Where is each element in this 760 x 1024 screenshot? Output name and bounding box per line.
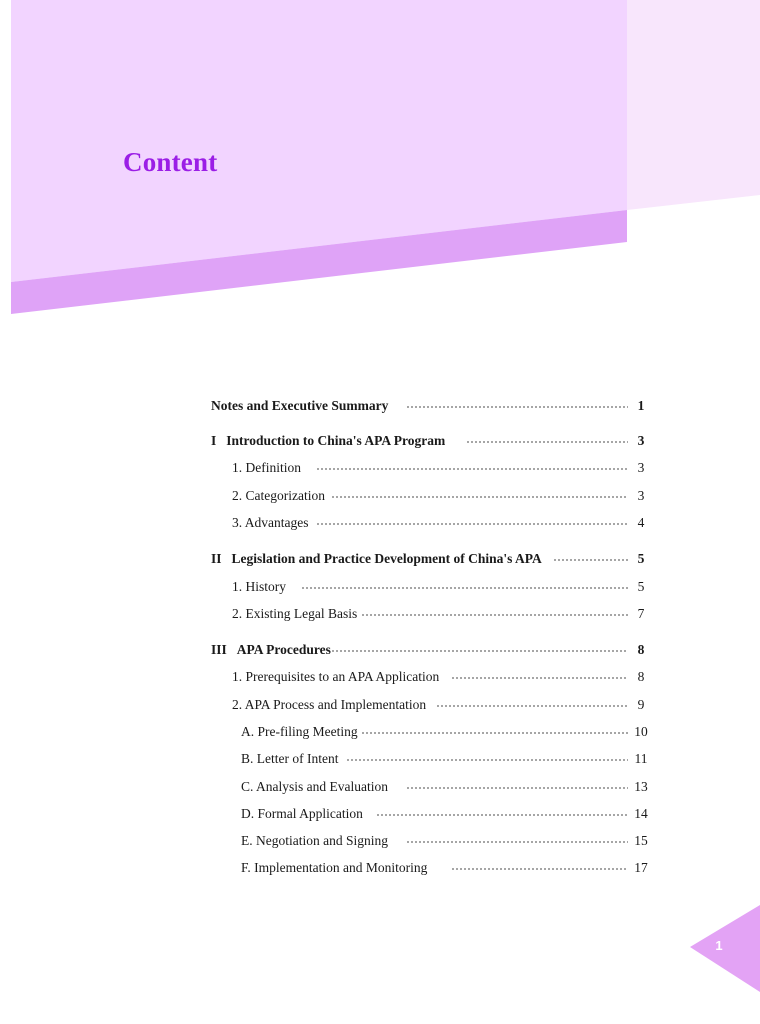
- toc-dot-leader: [301, 587, 628, 589]
- toc-entry-title: C. Analysis and Evaluation: [241, 779, 388, 794]
- toc-dot-leader: [451, 868, 628, 870]
- toc-dot-leader: [361, 732, 628, 734]
- toc-entry-label: [241, 777, 388, 797]
- toc-entry[interactable]: [0, 577, 760, 597]
- toc-entry-title: A. Pre-filing Meeting: [241, 724, 358, 739]
- toc-page-number: 13: [634, 779, 648, 794]
- toc-entry[interactable]: [0, 804, 760, 824]
- toc-page-number: 7: [637, 606, 645, 621]
- toc-page-number: 5: [637, 551, 645, 566]
- toc-entry-label: [232, 458, 301, 478]
- toc-page-number: 1: [637, 398, 645, 413]
- toc-entry-label: [241, 722, 358, 742]
- toc-entry-title: 1. History: [232, 579, 286, 594]
- toc-entry[interactable]: [0, 458, 760, 478]
- page-number: 1: [715, 938, 723, 953]
- toc-dot-leader: [406, 787, 628, 789]
- toc-entry[interactable]: [0, 549, 760, 569]
- toc-entry-title: 3. Advantages: [232, 515, 309, 530]
- toc-entry[interactable]: [0, 431, 760, 451]
- toc-dot-leader: [316, 468, 628, 470]
- toc-dot-leader: [331, 496, 628, 498]
- toc-page-number: 3: [637, 433, 645, 448]
- toc-page-number: 3: [637, 460, 645, 475]
- toc-entry-title: D. Formal Application: [241, 806, 363, 821]
- toc-page-number: 11: [634, 751, 648, 766]
- toc-entry[interactable]: [0, 513, 760, 533]
- toc-dot-leader: [346, 759, 628, 761]
- page-title: Content: [123, 147, 218, 177]
- toc-entry[interactable]: [0, 604, 760, 624]
- toc-section-number: I: [211, 433, 217, 448]
- toc-entry-label: [232, 604, 357, 624]
- toc-dot-leader: [406, 406, 628, 408]
- toc-dot-leader: [406, 841, 628, 843]
- toc-section-number: II: [211, 551, 222, 566]
- toc-entry-title: E. Negotiation and Signing: [241, 833, 388, 848]
- toc-entry-label: [241, 804, 363, 824]
- toc-dot-leader: [451, 677, 628, 679]
- toc-entry[interactable]: [0, 749, 760, 769]
- toc-entry[interactable]: [0, 858, 760, 878]
- toc-entry-title: APA Procedures: [236, 642, 331, 657]
- toc-entry-title: Notes and Executive Summary: [211, 398, 389, 413]
- toc-entry-title: 2. Categorization: [232, 488, 325, 503]
- toc-page-number: 14: [634, 806, 648, 821]
- toc-entry-label: [211, 431, 445, 451]
- toc-entry-title: Legislation and Practice Development of China's APA: [231, 551, 542, 566]
- toc-entry-label: [211, 549, 542, 569]
- toc-entry-label: [232, 577, 286, 597]
- toc-page-number: 8: [637, 669, 645, 684]
- toc-section-number: III: [211, 642, 227, 657]
- toc-entry-label: [241, 858, 427, 878]
- toc-entry[interactable]: [0, 695, 760, 715]
- toc-entry-title: F. Implementation and Monitoring: [241, 860, 428, 875]
- toc-page-number: 9: [637, 697, 645, 712]
- toc-entry-title: B. Letter of Intent: [241, 751, 339, 766]
- toc-entry[interactable]: [0, 831, 760, 851]
- toc-dot-leader: [376, 814, 628, 816]
- toc-dot-leader: [436, 705, 628, 707]
- toc-page-number: 5: [637, 579, 645, 594]
- toc-entry-label: [241, 749, 338, 769]
- toc-entry[interactable]: [0, 486, 760, 506]
- toc-entry-label: [232, 486, 325, 506]
- toc-entry[interactable]: [0, 396, 760, 416]
- toc-entry[interactable]: [0, 667, 760, 687]
- toc-entry[interactable]: [0, 722, 760, 742]
- toc-page-number: 4: [637, 515, 645, 530]
- toc-entry-label: [241, 831, 388, 851]
- toc-entry-title: 2. Existing Legal Basis: [232, 606, 358, 621]
- toc-entry-label: [211, 640, 331, 660]
- toc-dot-leader: [316, 523, 628, 525]
- toc-entry[interactable]: [0, 640, 760, 660]
- toc-entry-title: 1. Definition: [232, 460, 301, 475]
- toc-page-number: 10: [634, 724, 648, 739]
- toc-entry-label: [211, 396, 388, 416]
- toc-page-number: 8: [637, 642, 645, 657]
- toc-dot-leader: [553, 559, 628, 561]
- toc-entry-title: Introduction to China's APA Program: [226, 433, 446, 448]
- toc-page-number: 15: [634, 833, 648, 848]
- toc-dot-leader: [466, 441, 628, 443]
- toc-entry-title: 2. APA Process and Implementation: [232, 697, 427, 712]
- toc-page-number: 17: [634, 860, 648, 875]
- toc-entry-label: [232, 667, 439, 687]
- toc-dot-leader: [361, 614, 628, 616]
- toc-page-number: 3: [637, 488, 645, 503]
- toc-entry-title: 1. Prerequisites to an APA Application: [232, 669, 440, 684]
- toc-entry-label: [232, 513, 309, 533]
- toc-dot-leader: [331, 650, 628, 652]
- toc-entry-label: [232, 695, 426, 715]
- toc-entry[interactable]: [0, 777, 760, 797]
